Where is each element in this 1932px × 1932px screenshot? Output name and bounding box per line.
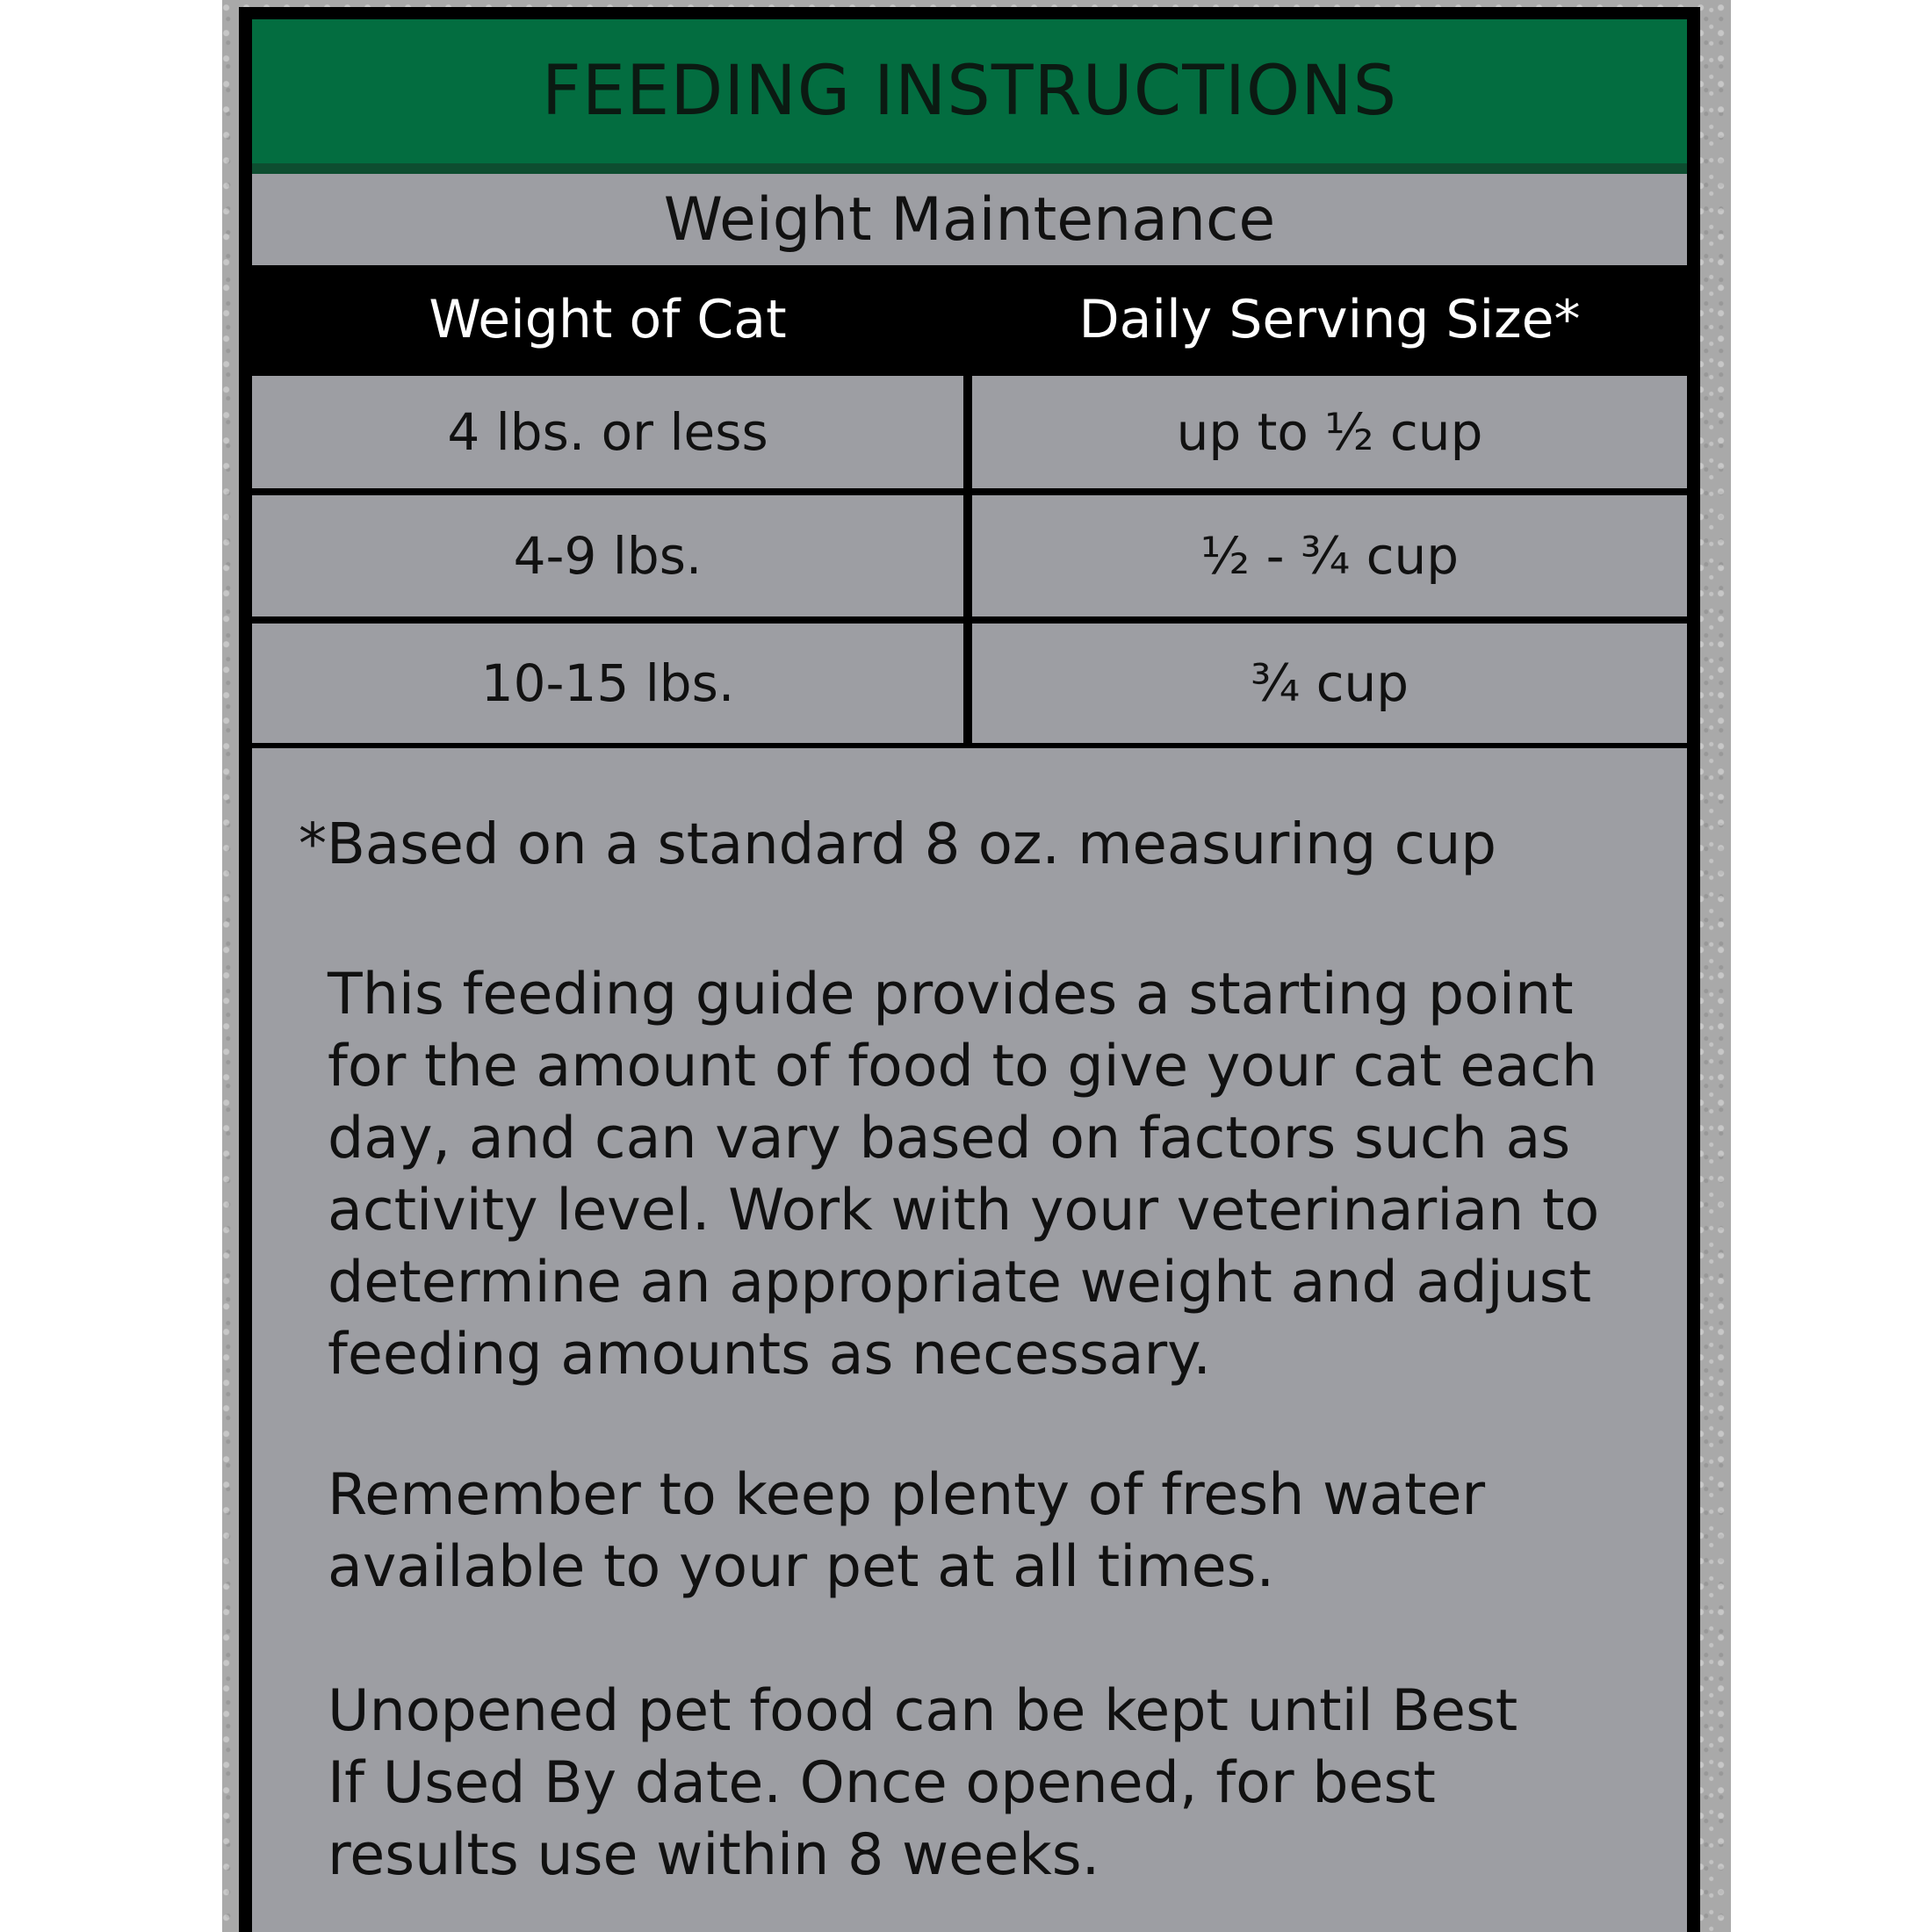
column-header-weight: Weight of Cat [252, 265, 963, 374]
paragraph-line: day, and can vary based on factors such as [328, 1106, 1571, 1171]
feeding-instructions-title: FEEDING INSTRUCTIONS [252, 19, 1687, 163]
paragraph-line: activity level. Work with your veterinarian to [328, 1178, 1600, 1244]
paragraph-line: available to your pet at all times. [328, 1534, 1275, 1600]
water-reminder-paragraph [328, 1460, 1645, 1604]
table-cell-serving: ¾ cup [972, 624, 1687, 743]
table-cell-weight: 4 lbs. or less [252, 376, 963, 488]
paragraph-line: Unopened pet food can be kept until Best [328, 1678, 1518, 1744]
table-cell-serving: up to ½ cup [972, 376, 1687, 488]
paragraph-line: If Used By date. Once opened, for best [328, 1750, 1436, 1816]
table-cell-serving: ½ - ¾ cup [972, 495, 1687, 616]
paragraph-line: results use within 8 weeks. [328, 1822, 1100, 1888]
paragraph-line: This feeding guide provides a starting point [328, 962, 1574, 1027]
storage-paragraph [328, 1676, 1645, 1892]
table-cell-weight: 10-15 lbs. [252, 624, 963, 743]
weight-maintenance-subtitle: Weight Maintenance [252, 174, 1687, 265]
paragraph-line: feeding amounts as necessary. [328, 1322, 1212, 1388]
table-cell-weight: 4-9 lbs. [252, 495, 963, 616]
paragraph-line: Remember to keep plenty of fresh water [328, 1462, 1486, 1528]
serving-footnote: *Based on a standard 8 oz. measuring cup [299, 812, 1496, 877]
feeding-guide-paragraph [328, 959, 1645, 1391]
column-header-serving: Daily Serving Size* [972, 265, 1687, 374]
paragraph-line: determine an appropriate weight and adjust [328, 1250, 1592, 1316]
header-divider [252, 163, 1687, 174]
paragraph-line: for the amount of food to give your cat each [328, 1034, 1598, 1099]
